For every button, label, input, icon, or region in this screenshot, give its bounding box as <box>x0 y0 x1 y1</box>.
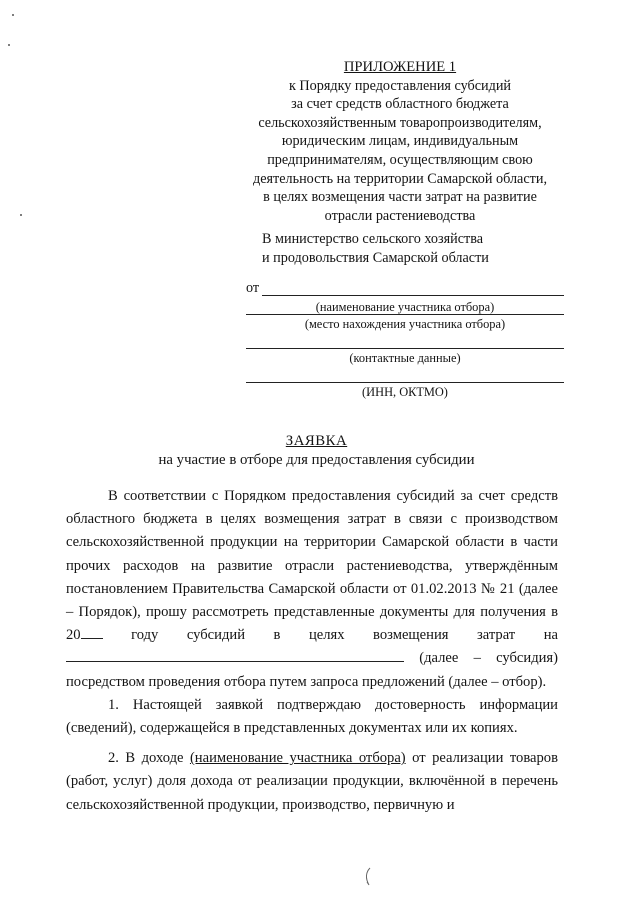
application-title <box>0 432 633 470</box>
scan-speck <box>20 214 22 216</box>
field-line[interactable] <box>246 314 564 315</box>
paragraph-text: 2. В доходе <box>108 750 190 767</box>
appendix-heading: ПРИЛОЖЕНИЕ 1 <box>343 59 457 75</box>
appendix-line: предпринимателям, осуществляющим свою <box>267 151 533 168</box>
contact-data-field <box>246 348 564 366</box>
field-caption: (место нахождения участника отбора) <box>304 317 506 331</box>
participant-name-placeholder: (наименование участника отбора) <box>189 750 406 767</box>
title-line-1: ЗАЯВКА <box>285 433 348 449</box>
field-caption: (наименование участника отбора) <box>315 300 495 314</box>
appendix-block <box>235 58 565 225</box>
scan-speck <box>12 14 14 16</box>
purpose-blank[interactable] <box>66 649 404 662</box>
participant-name-field <box>246 298 564 315</box>
appendix-line: юридическим лицам, индивидуальным <box>281 133 519 150</box>
year-blank[interactable] <box>81 626 103 639</box>
appendix-line: к Порядку предоставления субсидий <box>288 77 512 94</box>
appendix-line: отрасли растениеводства <box>324 207 476 224</box>
addressee-line-1: В министерство сельского хозяйства <box>262 231 484 247</box>
title-line-2: на участие в отборе для предоставления субсидии <box>158 452 475 468</box>
paragraph-text: 1. Настоящей заявкой подтверждаю достоверность информации (сведений), содержащейся в представленных документах или их копиях. <box>66 696 558 737</box>
paragraph-1 <box>66 694 558 740</box>
from-row <box>246 280 564 298</box>
inn-oktmo-field <box>246 382 564 400</box>
pen-mark-icon <box>360 866 378 888</box>
appendix-line: в целях возмещения части затрат на развитие <box>263 189 537 206</box>
paragraph-text: году субсидий в целях возмещения затрат на <box>102 627 558 644</box>
paragraph-text: от реализации товаров (работ, услуг) доля дохода от реализации продукции, включённой в перечень сельскохозяйственной продукции, производство, первичную и <box>66 750 558 813</box>
scan-speck <box>8 44 10 46</box>
field-caption: (контактные данные) <box>349 351 461 365</box>
appendix-line: сельскохозяйственным товаропроизводителям, <box>258 114 542 131</box>
appendix-line: деятельность на территории Самарской области, <box>253 170 547 187</box>
paragraph-text: (далее – субсидия) посредством проведения отбора путем запроса предложений (далее – отбор). <box>66 650 558 690</box>
participant-name-line[interactable] <box>262 295 564 296</box>
application-body <box>66 485 558 817</box>
addressee-block <box>262 230 562 267</box>
from-label: от <box>246 280 260 296</box>
field-caption: (ИНН, ОКТМО) <box>362 385 448 399</box>
field-line[interactable] <box>246 348 564 349</box>
participant-location-field <box>246 314 564 332</box>
addressee-line-2: и продовольствия Самарской области <box>262 249 489 266</box>
appendix-line: за счет средств областного бюджета <box>291 96 509 113</box>
paragraph-intro <box>66 485 558 694</box>
paragraph-2 <box>66 747 558 817</box>
field-line[interactable] <box>246 382 564 383</box>
paragraph-text: В соответствии с Порядком предоставления субсидий за счет средств областного бюджета в целях возмещения затрат в связи с производством сельскохозяйственной продукции на территории Самарской области в части прочих расходов на развитие отрасли растениеводства, утверждённым постановлением Правительства Самарской области от 01.02.2013 № 21 (далее – Порядок), прошу рассмотреть представленные документы для получения в 20 <box>66 488 558 644</box>
